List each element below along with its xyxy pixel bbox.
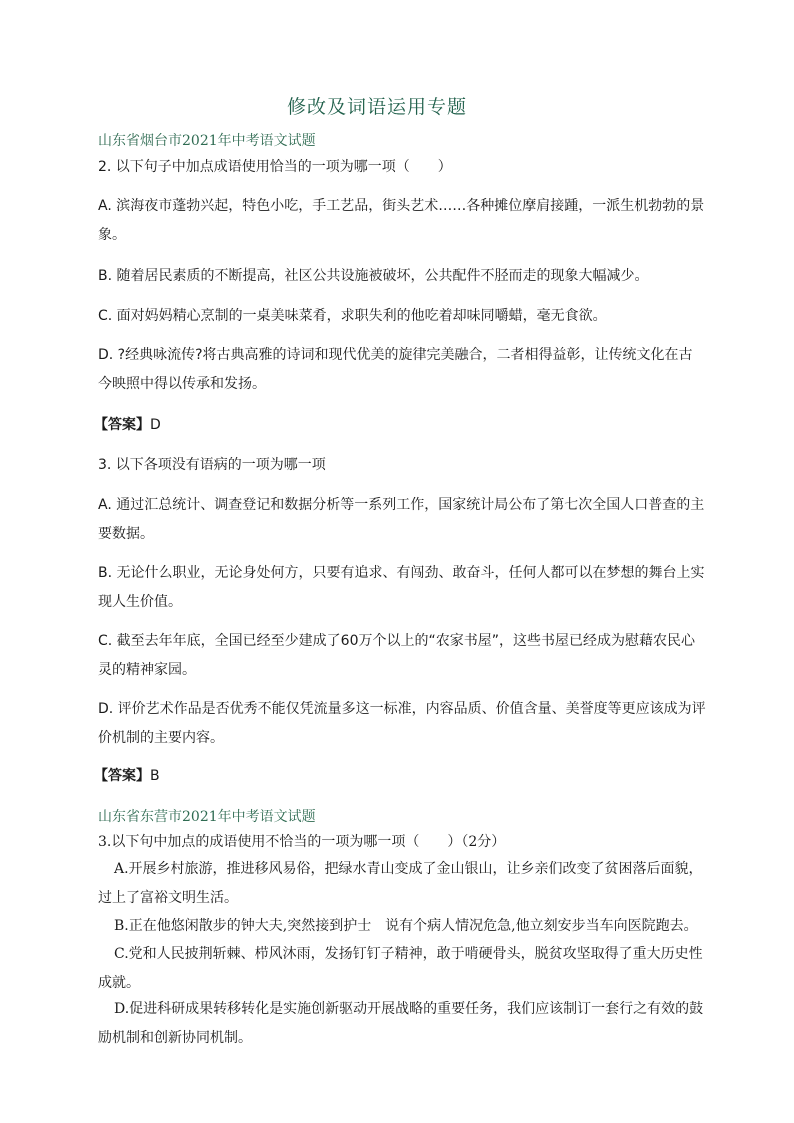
question-3-option-b: B. 无论什么职业，无论身处何方，只要有追求、有闯劲、敢奋斗，任何人都可以在梦想的舞台上实现人生价值。 (98, 565, 705, 610)
question-3-stem: 3. 以下各项没有语病的一项为哪一项 (98, 457, 326, 473)
answer-label: 【答案】 (94, 768, 150, 784)
question-3b-option-b: B.正在他悠闲散步的钟大夫,突然接到护士 说有个病人情况危急,他立刻安步当车向医院跑去。 (114, 918, 698, 934)
answer-value: D (150, 417, 161, 433)
question-2-option-b: B. 随着居民素质的不断提高，社区公共设施被破坏，公共配件不胫而走的现象大幅减少。 (98, 268, 649, 284)
question-3b-option-d: D.促进科研成果转移转化是实施创新驱动开展战略的重要任务，我们应该制订一套行之有效的鼓励机制和创新协同机制。 (98, 1001, 704, 1046)
answer-label: 【答案】 (94, 417, 150, 433)
question-3b-option-c: C.党和人民披荆斩棘、栉风沐雨，发扬钉钉子精神，敢于啃硬骨头，脱贫攻坚取得了重大历史性成就。 (98, 946, 703, 991)
question-3b-option-a: A.开展乡村旅游，推进移风易俗，把绿水青山变成了金山银山，让乡亲们改变了贫困落后面貌，过上了富裕文明生活。 (98, 861, 703, 906)
question-3-answer (94, 765, 160, 785)
question-2-option-c: C. 面对妈妈精心烹制的一桌美味菜肴，求职失利的他吃着却味同嚼蜡，毫无食欲。 (98, 308, 607, 324)
source-heading-yantai: 山东省烟台市2021年中考语文试题 (98, 133, 316, 149)
page-title: 修改及词语运用专题 (286, 96, 467, 118)
question-2-answer (94, 414, 161, 434)
answer-value: B (150, 768, 160, 784)
question-2-option-d: D. ?经典咏流传?将古典高雅的诗词和现代优美的旋律完美融合，二者相得益彰，让传统文化在古今映照中得以传承和发扬。 (98, 347, 693, 392)
question-2-option-a: A. 滨海夜市蓬勃兴起，特色小吃，手工艺品，街头艺术……各种摊位摩肩接踵，一派生机勃勃的景象。 (98, 198, 705, 243)
question-3-option-c: C. 截至去年年底，全国已经至少建成了60万个以上的“农家书屋”，这些书屋已经成为慰藉农民心灵的精神家园。 (98, 633, 695, 678)
question-3-option-d: D. 评价艺术作品是否优秀不能仅凭流量多这一标准，内容品质、价值含量、美誉度等更应该成为评价机制的主要内容。 (98, 701, 706, 746)
source-heading-dongying: 山东省东营市2021年中考语文试题 (98, 809, 316, 825)
question-3-option-a: A. 通过汇总统计、调查登记和数据分析等一系列工作，国家统计局公布了第七次全国人口普查的主要数据。 (98, 497, 705, 542)
question-2-stem: 2. 以下句子中加点成语使用恰当的一项为哪一项（ ） (98, 159, 452, 175)
question-3b-stem: 3.以下句中加点的成语使用不恰当的一项为哪一项（ ）（2分） (98, 834, 506, 850)
